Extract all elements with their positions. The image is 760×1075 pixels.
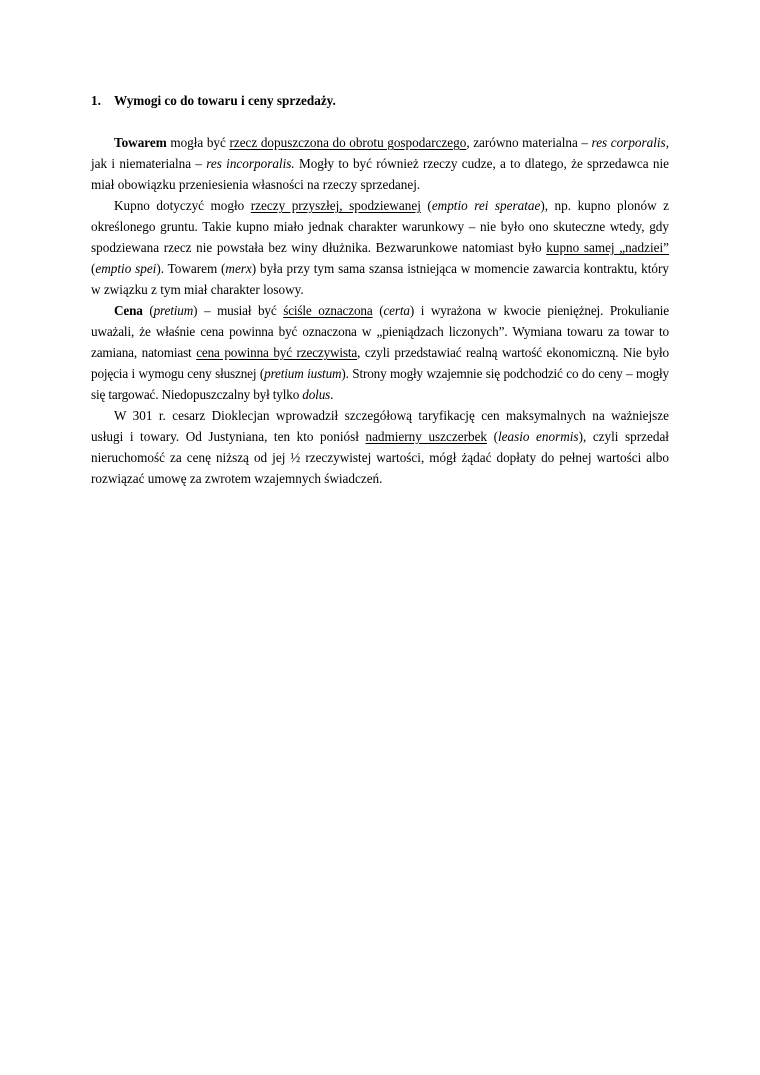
section-number: 1.	[91, 93, 101, 108]
paragraph-future-goods	[91, 195, 669, 300]
text-run: Kupno dotyczyć mogło	[114, 198, 251, 213]
bold-term: Towarem	[114, 135, 167, 150]
text-run: (	[420, 198, 432, 213]
latin-term: leasio enormis	[497, 429, 579, 444]
paragraph-price-regulation	[91, 405, 669, 489]
latin-term: pretium	[153, 303, 194, 318]
text-run: , czyli przedstawiać realną wartość ekonomiczną. Nie było pojęcia i wymogu ceny słusznej (	[91, 345, 670, 381]
text-run: ) była przy tym sama szansa istniejąca w momencie zawarcia kontraktu, który w związku z tym miał charakter losowy.	[91, 261, 669, 297]
text-run: (	[91, 261, 96, 276]
document-body	[91, 90, 669, 489]
underlined-phrase: ściśle oznaczona	[283, 303, 373, 318]
text-run: , zarówno materialna –	[466, 135, 592, 150]
text-run: ). Strony mogły wzajemnie się podchodzić co do ceny – mogły się targować. Niedopuszczalny był tylko	[91, 366, 669, 402]
latin-term: res incorporalis.	[206, 156, 295, 171]
underlined-phrase: rzeczy przyszłej, spodziewanej	[250, 198, 421, 213]
text-run: , jak i niematerialna –	[91, 135, 669, 171]
latin-term: merx	[225, 261, 252, 276]
text-run: ), np. kupno plonów z określonego gruntu. Takie kupno miało jednak charakter warunkowy – nie było ono skuteczne wtedy, gdy spodziewana rzecz nie powstała bez winy dłużnika. Bezwarunkowe natomiast było	[91, 198, 669, 255]
text-run: (	[142, 303, 154, 318]
paragraph-price	[91, 300, 669, 405]
latin-term: dolus	[302, 387, 331, 402]
text-run: (	[487, 429, 498, 444]
underlined-phrase: rzecz dopuszczona do obrotu gospodarczego	[229, 135, 467, 150]
bold-term: Cena	[114, 303, 143, 318]
latin-term: res corporalis	[591, 135, 666, 150]
text-run: mogła być	[166, 135, 230, 150]
underlined-phrase: cena powinna być rzeczywista	[196, 345, 358, 360]
latin-term: pretium iustum	[264, 366, 342, 381]
text-run: (	[372, 303, 384, 318]
text-run: ) i wyrażona w kwocie pieniężnej. Prokulianie uważali, że właśnie cena powinna być oznaczona w „pieniądzach liczonych”. Wymiana towaru za towar to zamiana, natomiast	[91, 303, 670, 360]
underlined-phrase: kupno samej „nadziei”	[546, 240, 670, 255]
text-run: W 301 r. cesarz Dioklecjan wprowadził szczegółową taryfikację cen maksymalnych na ważniejsze usługi i towary. Od Justyniana, ten kto poniósł	[91, 408, 669, 444]
paragraph-goods	[91, 132, 669, 195]
text-run: ), czyli sprzedał nieruchomość za cenę niższą od jej ½ rzeczywistej wartości, mógł żądać dopłaty do pełnej wartości albo rozwiązać umowę za zwrotem wzajemnych świadczeń.	[91, 429, 669, 486]
text-run: Mogły to być również rzeczy cudze, a to dlatego, że sprzedawca nie miał obowiązku przeniesienia własności na rzeczy sprzedanej.	[91, 156, 669, 192]
section-heading	[91, 90, 669, 111]
section-title: Wymogi co do towaru i ceny sprzedaży.	[114, 93, 336, 108]
latin-term: emptio rei speratae	[431, 198, 541, 213]
text-run: ). Towarem (	[156, 261, 226, 276]
latin-term: emptio spei	[95, 261, 157, 276]
text-run: ) – musiał być	[193, 303, 284, 318]
underlined-phrase: nadmierny uszczerbek	[365, 429, 488, 444]
text-run: .	[330, 387, 334, 402]
latin-term: certa	[383, 303, 410, 318]
